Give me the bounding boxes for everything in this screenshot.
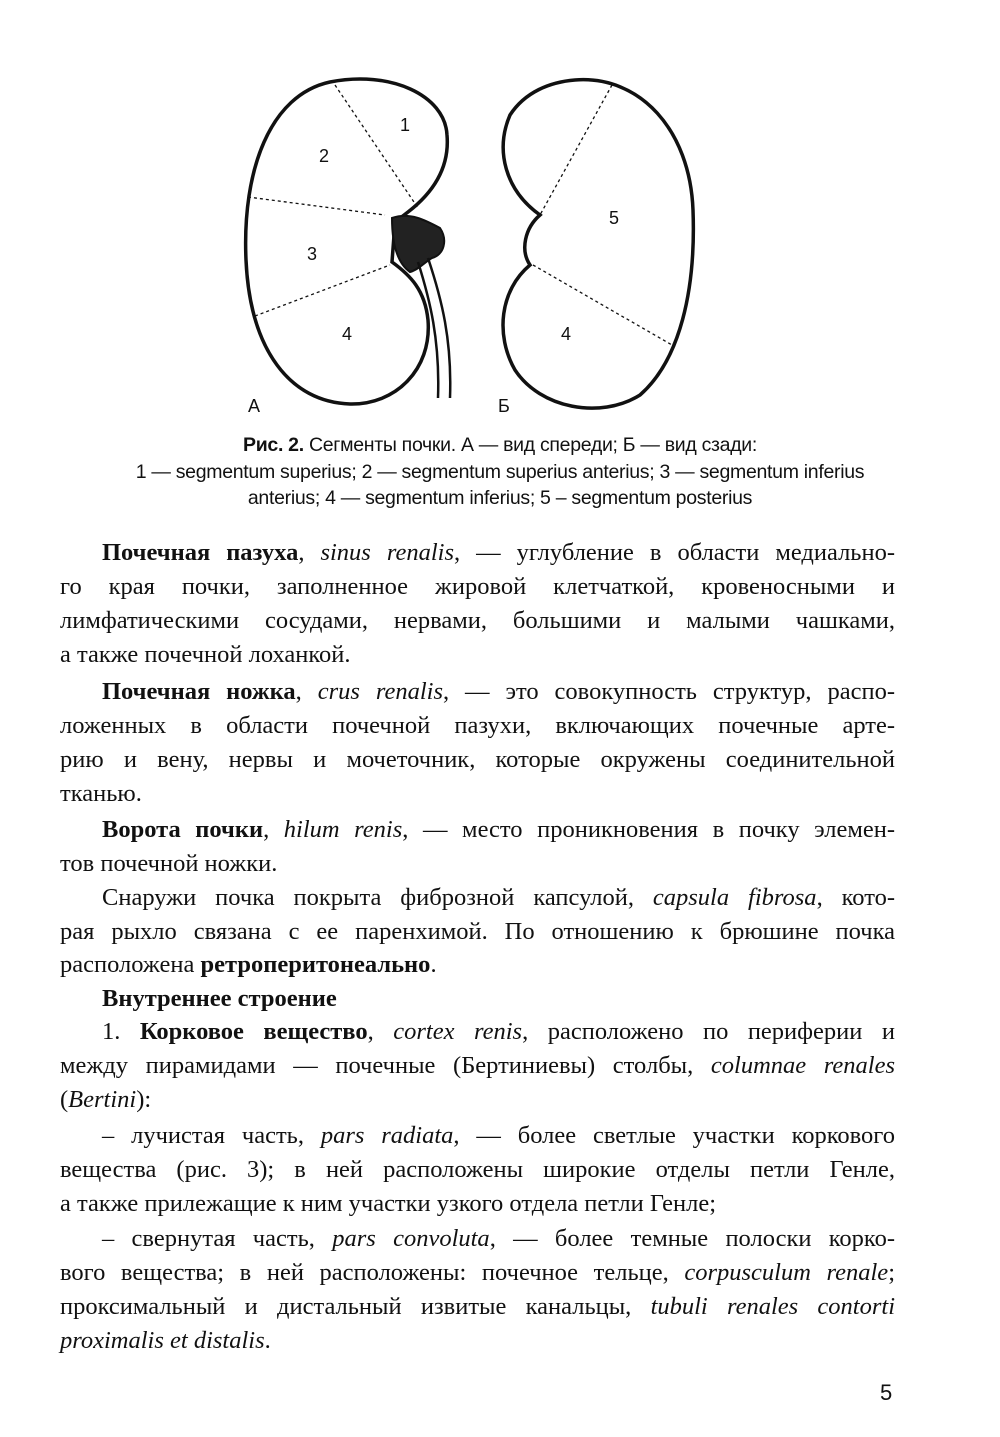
figure-caption-legend-1: 1 — segmentum superius; 2 — segmentum superius anterius; 3 — segmentum inferius — [135, 461, 865, 483]
text-run: го края почки, заполненное жировой клетчаткой, кровеносными и — [60, 573, 895, 600]
latin-term: Bertini — [68, 1086, 137, 1113]
text-run: , — углубление в области медиально- — [454, 539, 896, 566]
text-run: а также прилежащие к ним участки узкого отдела петли Генле; — [60, 1190, 717, 1217]
view-letter-b: Б — [498, 396, 510, 416]
segment-label: 2 — [319, 146, 330, 166]
bold-term: ретроперитонеально — [200, 951, 431, 978]
bold-term: Корковое вещество — [139, 1018, 368, 1045]
text-line — [102, 677, 895, 707]
text-run: , расположено по периферии и — [522, 1018, 896, 1045]
text-line — [60, 745, 895, 775]
text-line — [102, 538, 895, 568]
text-run: , — более светлые участки коркового — [453, 1122, 895, 1149]
text-line — [102, 1121, 895, 1151]
kidney-segments-figure — [0, 0, 1000, 420]
text-line — [102, 1017, 895, 1047]
text-run: ; — [888, 1259, 895, 1286]
text-line — [60, 849, 895, 879]
text-run: между пирамидами — почечные (Бертиниевы) столбы, — [60, 1052, 711, 1079]
text-line — [60, 1292, 895, 1322]
kidney-front-view — [246, 79, 451, 404]
text-run: тканью. — [60, 780, 142, 807]
segment-label: 4 — [561, 324, 572, 344]
latin-term: capsula fibrosa — [652, 884, 817, 911]
text-line — [60, 1085, 895, 1115]
text-line — [102, 883, 895, 913]
latin-term: crus renalis — [317, 678, 443, 705]
text-run: а также почечной лоханкой. — [60, 641, 351, 668]
text-run: , — [367, 1018, 394, 1045]
text-run: вещества (рис. 3); в ней расположены широкие отделы петли Генле, — [60, 1156, 895, 1183]
text-line — [60, 950, 895, 980]
text-run: проксимальный и дистальный извитые канальцы, — [60, 1293, 651, 1320]
text-line — [102, 815, 895, 845]
latin-term: hilum renis — [283, 816, 403, 843]
text-run: ( — [60, 1086, 69, 1113]
text-run: расположена — [60, 951, 201, 978]
text-line — [60, 640, 895, 670]
text-run: рию и вену, нервы и мочеточник, которые окружены соединительной — [60, 746, 895, 773]
ureter — [418, 258, 450, 398]
text-line — [60, 1326, 895, 1356]
text-run: , — более темные полоски корко- — [489, 1225, 895, 1252]
text-run: ): — [136, 1086, 152, 1113]
figure-label: Рис. 2. — [243, 434, 304, 456]
latin-term: cortex renis — [393, 1018, 523, 1045]
text-line — [60, 1155, 895, 1185]
text-run: , — [298, 539, 321, 566]
bold-term: Ворота почки — [102, 816, 264, 843]
text-line — [60, 606, 895, 636]
text-run: рая рыхло связана с ее паренхимой. По отношению к брюшине почка — [60, 918, 895, 945]
view-letter-a: А — [248, 396, 261, 416]
text-line — [102, 1224, 895, 1254]
text-run: вого вещества; в ней расположены: почечное тельце, — [60, 1259, 685, 1286]
text-line — [60, 572, 895, 602]
latin-term: corpusculum renale — [684, 1259, 889, 1286]
kidney-b-outline — [503, 80, 693, 408]
text-line — [60, 1258, 895, 1288]
segment-label: 3 — [307, 244, 318, 264]
segment-divider-b-upper — [540, 85, 612, 215]
kidney-back-view — [503, 80, 693, 408]
text-run: тов почечной ножки. — [60, 850, 278, 877]
text-run: , кото- — [816, 884, 895, 911]
latin-term: pars radiata — [320, 1122, 454, 1149]
segment-divider-3-4 — [255, 265, 390, 316]
text-run: лимфатическими сосудами, нервами, большими и малыми чашками, — [60, 607, 895, 634]
text-run: – свернутая часть, — [102, 1225, 333, 1252]
segment-divider-2-3 — [248, 197, 385, 215]
text-run: , — это совокупность структур, распо- — [442, 678, 895, 705]
text-line — [60, 711, 895, 741]
segment-label: 5 — [609, 208, 620, 228]
text-run: . — [430, 951, 437, 978]
text-run: , — [295, 678, 318, 705]
latin-term: sinus renalis — [320, 539, 454, 566]
text-run: , — место проникновения в почку элемен- — [402, 816, 895, 843]
text-line — [60, 1051, 895, 1081]
text-run: ложенных в области почечной пазухи, включающих почечные арте- — [60, 712, 895, 739]
latin-term: tubuli renales contorti — [650, 1293, 896, 1320]
text-run: Снаружи почка покрыта фиброзной капсулой, — [102, 884, 653, 911]
bold-term: Почечная ножка — [102, 678, 296, 705]
text-line — [60, 1189, 895, 1219]
bold-term: Почечная пазуха — [102, 539, 299, 566]
segment-label: 1 — [400, 115, 411, 135]
text-run: 1. — [102, 1018, 140, 1045]
bold-term: Внутреннее строение — [102, 985, 337, 1012]
page-number: 5 — [880, 1380, 893, 1405]
latin-term: columnae renales — [710, 1052, 895, 1079]
figure-caption-text: Сегменты почки. А — вид спереди; Б — вид сзади: — [303, 434, 757, 456]
figure-caption-legend-2: anterius; 4 — segmentum inferius; 5 – segmentum posterius — [247, 487, 753, 509]
text-run: , — [263, 816, 284, 843]
latin-term: proximalis et distalis — [60, 1327, 265, 1354]
text-line — [60, 779, 895, 809]
segment-label: 4 — [342, 324, 353, 344]
text-line — [60, 917, 895, 947]
text-run: . — [264, 1327, 271, 1354]
text-run: – лучистая часть, — [102, 1122, 321, 1149]
latin-term: pars convoluta — [332, 1225, 490, 1252]
segment-divider-b-lower — [533, 265, 672, 345]
text-line — [102, 984, 895, 1014]
segment-divider-1-2 — [335, 85, 418, 208]
figure-caption-title — [0, 434, 1000, 457]
